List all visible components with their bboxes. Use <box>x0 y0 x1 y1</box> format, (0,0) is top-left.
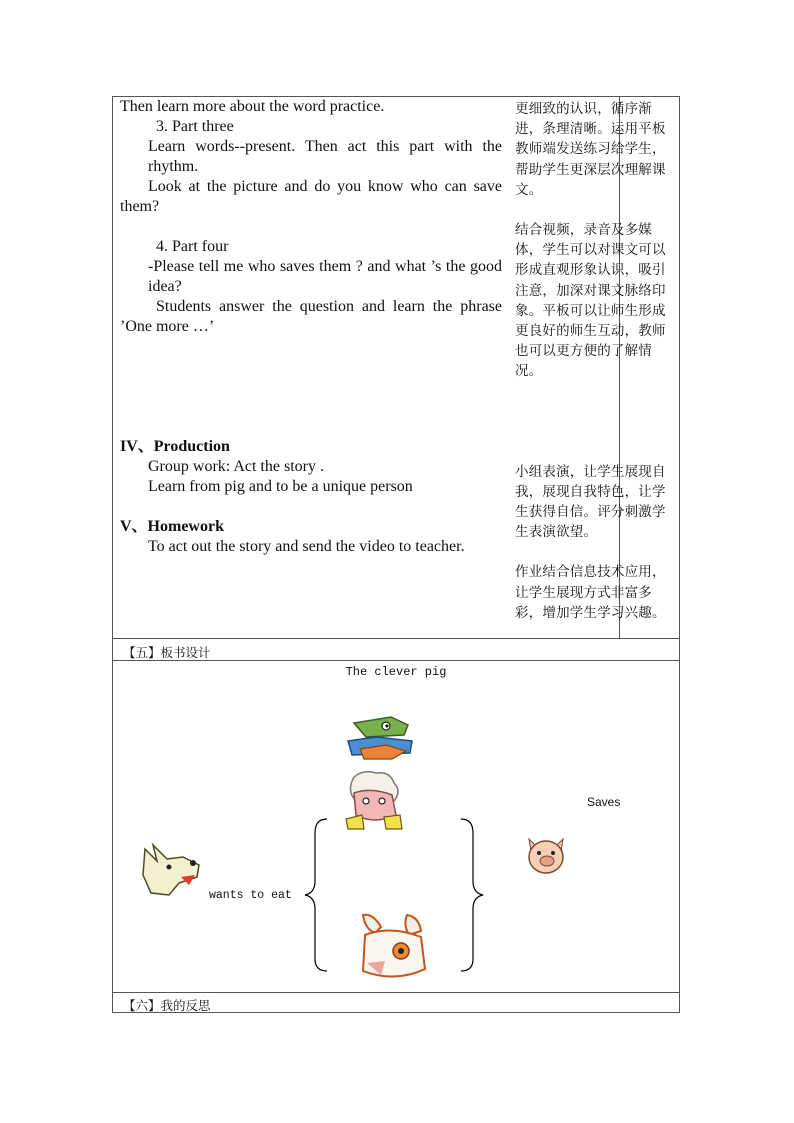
lesson-plan-table <box>112 96 680 1013</box>
part3-question: Look at the picture and do you know who can save them? <box>120 178 502 215</box>
design-intent-column <box>515 99 675 623</box>
part4-heading: 4. Part four <box>156 238 229 255</box>
row-divider <box>113 638 679 639</box>
production-line2: Learn from pig and to be a unique person <box>148 478 413 495</box>
intent-note-3: 小组表演，让学生展现自我，展现自我特色，让学生获得自信。评分刺激学生表演欲望。 <box>515 463 666 541</box>
part3-heading: 3. Part three <box>156 118 234 135</box>
section6-heading: 【六】我的反思 <box>123 998 211 1013</box>
pig-picture <box>523 833 569 879</box>
board-title: The clever pig <box>345 665 447 679</box>
homework-heading: V、Homework <box>120 518 224 535</box>
brace-bracket <box>303 815 497 977</box>
teaching-procedure-column <box>120 97 502 557</box>
wants-to-eat-label: wants to eat <box>209 889 292 902</box>
part3-text: Learn words--present. Then act this part with the rhythm. <box>148 138 502 175</box>
part4-question: -Please tell me who saves them ? and what ’s the good idea? <box>148 258 502 295</box>
intent-note-1: 更细致的认识，循序渐进，条理清晰。运用平板教师端发送练习给学生，帮助学生更深层次理解课文。 <box>515 101 666 198</box>
part4-answer: Students answer the question and learn the phrase ’One more …’ <box>120 298 502 335</box>
production-line1: Group work: Act the story . <box>148 458 324 475</box>
production-heading: IV、Production <box>120 438 230 455</box>
duck-picture <box>346 713 416 765</box>
row-divider <box>113 992 679 993</box>
homework-text: To act out the story and send the video to teacher. <box>148 538 465 555</box>
practice-line: Then learn more about the word practice. <box>120 98 385 115</box>
intent-note-2: 结合视频，录音及多媒体，学生可以对课文可以形成直观形象认识，吸引注意，加深对课文脉络印象。平板可以让师生形成更良好的师生互动，教师也可以更方便的了解情况。 <box>515 222 666 380</box>
intent-note-4: 作业结合信息技术应用，让学生展现方式非富多彩，增加学生学习兴趣。 <box>515 564 666 621</box>
row-divider <box>113 660 679 661</box>
wolf-picture <box>139 843 203 897</box>
saves-label: Saves <box>587 795 621 809</box>
section5-heading: 【五】板书设计 <box>123 645 211 660</box>
